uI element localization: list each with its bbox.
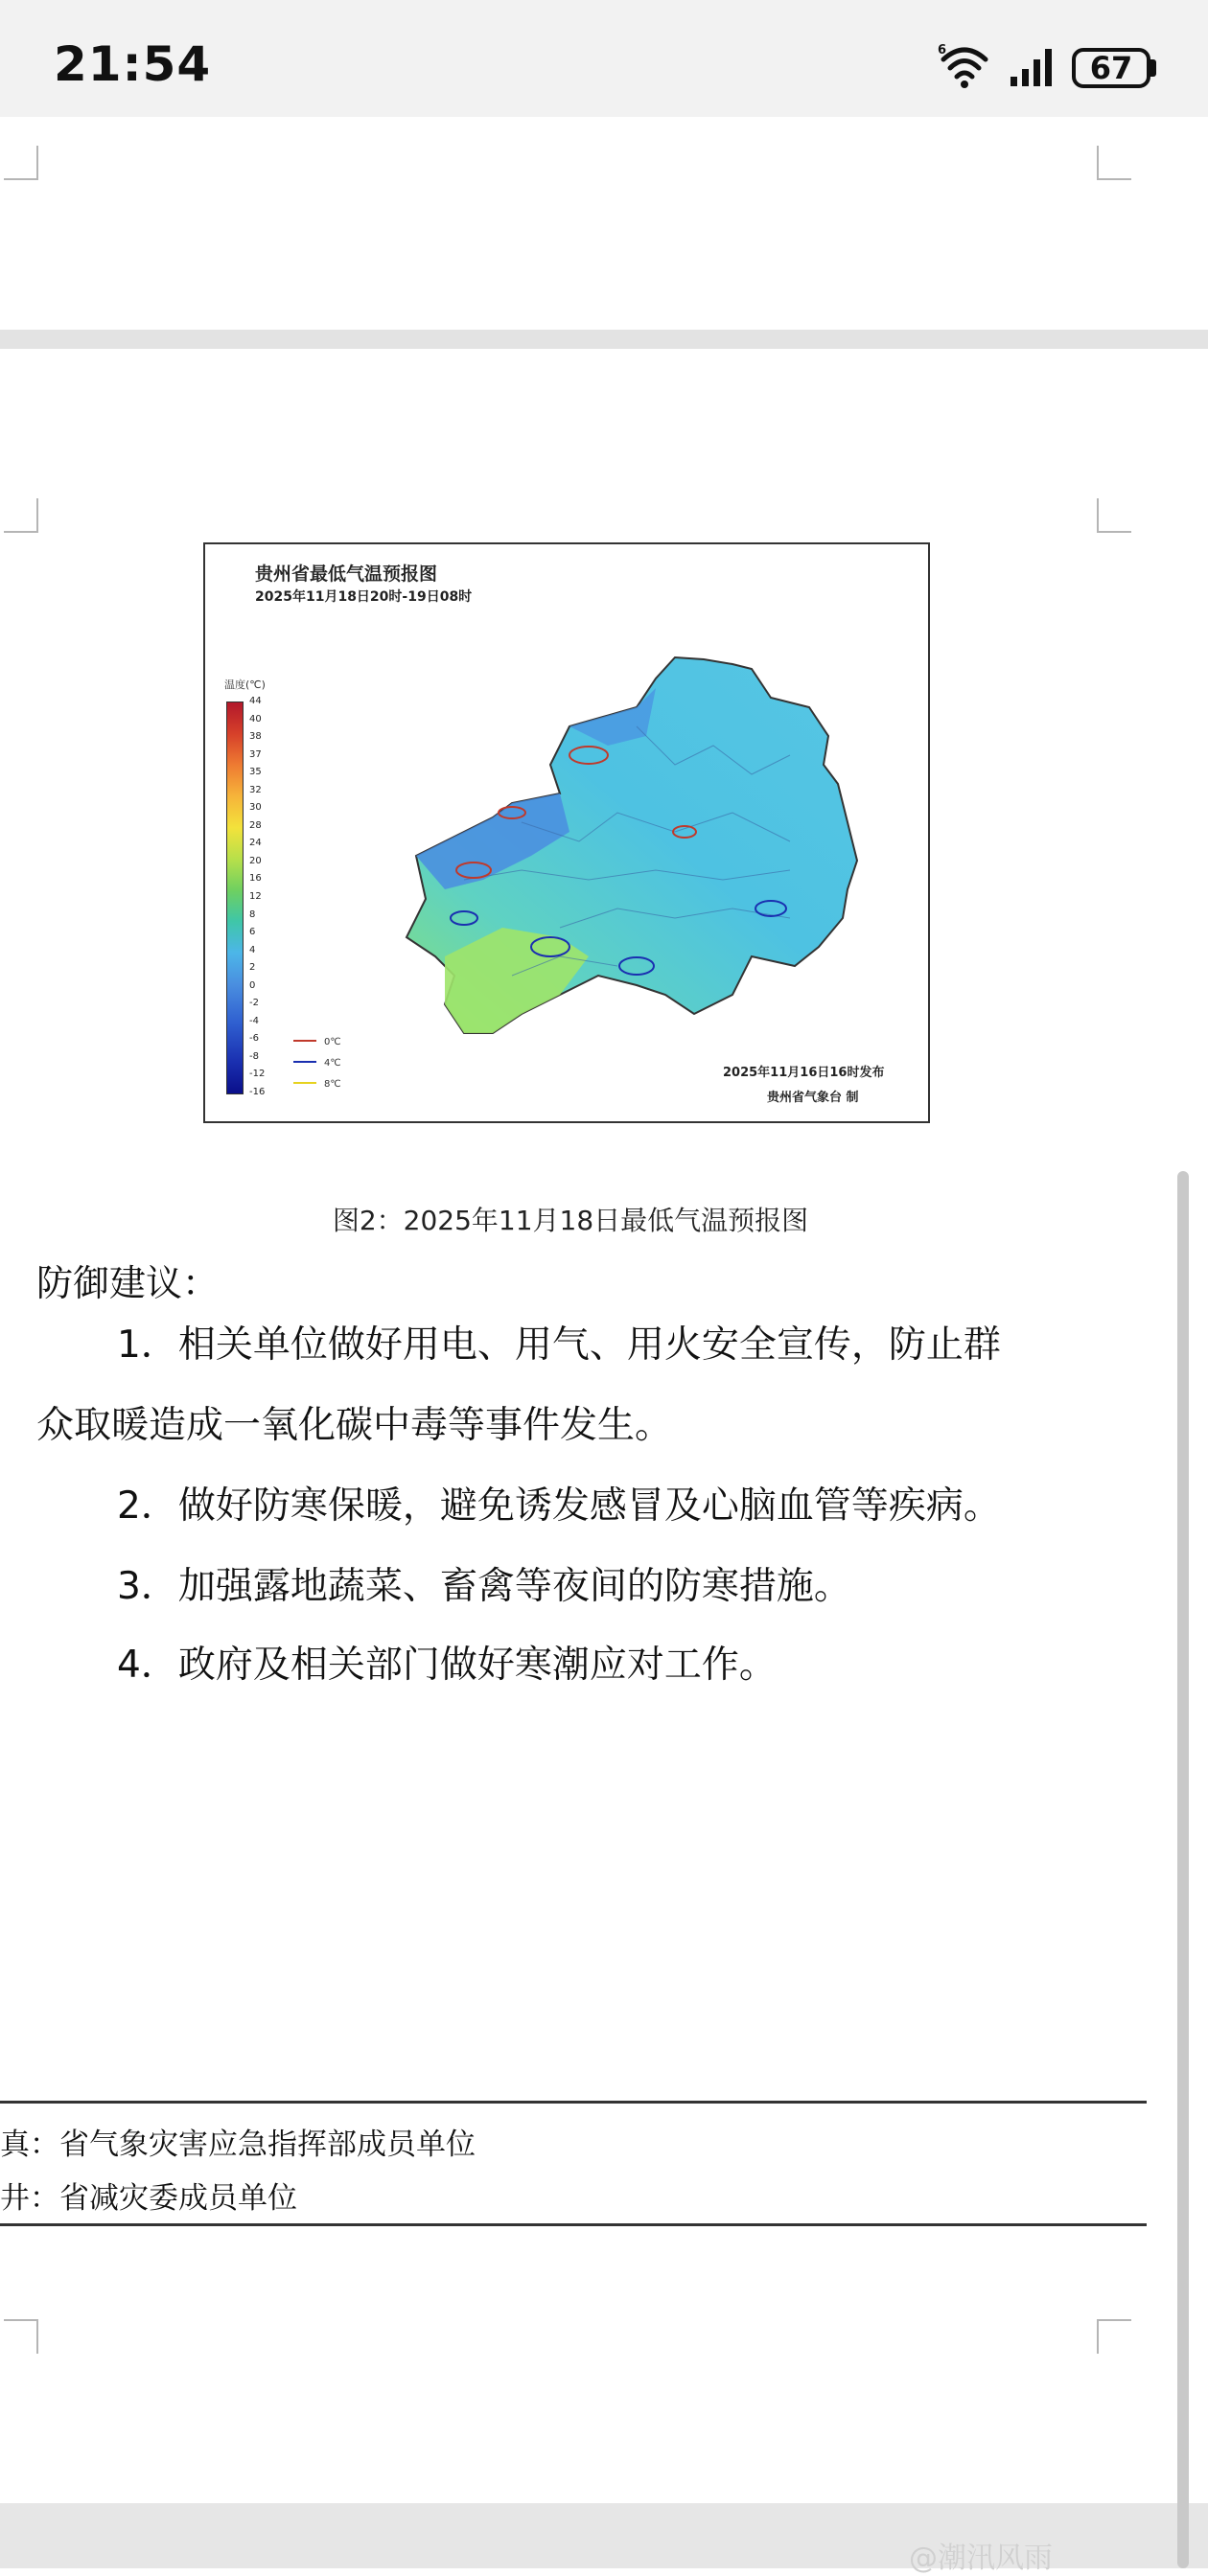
advice-heading: 防御建议： xyxy=(36,1262,220,1304)
colorbar-tick: 6 xyxy=(249,927,256,938)
distribution-line-1: 真：省气象灾害应急指挥部成员单位 xyxy=(0,2128,476,2162)
colorbar-tick: 28 xyxy=(249,819,262,831)
advice-item-1-cont: 众取暖造成一氧化碳中毒等事件发生。 xyxy=(36,1404,673,1447)
colorbar-tick: 16 xyxy=(249,873,262,885)
colorbar-tick: -12 xyxy=(249,1069,266,1080)
colorbar-tick: 0 xyxy=(249,979,256,991)
scrollbar[interactable] xyxy=(1177,1171,1189,2568)
isoline-label-8: 8℃ xyxy=(324,1079,341,1090)
colorbar-tick: 2 xyxy=(249,962,256,974)
map-title: 贵州省最低气温预报图 xyxy=(255,564,438,585)
colorbar-tick: 12 xyxy=(249,891,262,902)
crop-mark xyxy=(4,498,38,533)
crop-mark xyxy=(1097,146,1131,180)
page-separator xyxy=(0,330,1208,349)
crop-mark xyxy=(4,2319,38,2354)
colorbar-tick: 40 xyxy=(249,713,262,724)
battery-icon xyxy=(1072,48,1150,88)
advice-item-2: 2．做好防寒保暖，避免诱发感冒及心脑血管等疾病。 xyxy=(117,1484,1001,1528)
colorbar-tick: 37 xyxy=(249,748,262,760)
crop-mark xyxy=(1097,498,1131,533)
colorbar-tick: 4 xyxy=(249,944,256,955)
legend-title: 温度(℃) xyxy=(224,678,266,691)
clock: 21:54 xyxy=(54,36,212,92)
advice-item-1: 1．相关单位做好用电、用气、用火安全宣传，防止群 xyxy=(117,1323,1001,1367)
watermark: @潮汛风雨 xyxy=(909,2542,1053,2575)
isoline-label-0: 0℃ xyxy=(324,1037,341,1047)
colorbar-tick: -8 xyxy=(249,1050,259,1062)
colorbar-tick: 20 xyxy=(249,855,262,866)
crop-mark xyxy=(4,146,38,180)
guizhou-map xyxy=(272,592,924,1119)
colorbar-tick: 32 xyxy=(249,784,262,795)
colorbar-tick: -4 xyxy=(249,1015,259,1026)
temperature-colorbar xyxy=(226,702,244,1094)
crop-mark xyxy=(1097,2319,1131,2354)
temperature-forecast-map xyxy=(203,542,930,1123)
wifi-icon xyxy=(938,42,991,90)
advice-item-3: 3．加强露地蔬菜、畜禽等夜间的防寒措施。 xyxy=(117,1565,851,1608)
battery-tip xyxy=(1150,59,1156,77)
colorbar-tick: 24 xyxy=(249,838,262,849)
advice-item-4: 4．政府及相关部门做好寒潮应对工作。 xyxy=(117,1644,777,1687)
colorbar-tick: -2 xyxy=(249,998,259,1009)
isoline-label-4: 4℃ xyxy=(324,1058,341,1069)
isoline-legend xyxy=(291,1033,368,1100)
map-subtitle: 2025年11月18日20时-19日08时 xyxy=(255,589,473,605)
colorbar-tick: 8 xyxy=(249,908,256,920)
colorbar-tick: -6 xyxy=(249,1033,259,1045)
svg-text:6: 6 xyxy=(938,43,947,58)
colorbar-tick: -16 xyxy=(249,1087,266,1097)
issuer: 贵州省气象台 制 xyxy=(767,1091,859,1105)
divider xyxy=(0,2223,1147,2226)
issue-time: 2025年11月16日16时发布 xyxy=(723,1066,885,1080)
distribution-line-2: 井：省减灾委成员单位 xyxy=(0,2181,297,2216)
colorbar-tick: 35 xyxy=(249,767,262,778)
divider xyxy=(0,2101,1147,2104)
colorbar-tick: 30 xyxy=(249,802,262,814)
signal-icon xyxy=(1009,46,1057,88)
battery-level: 67 xyxy=(1089,50,1133,86)
colorbar-tick: 38 xyxy=(249,731,262,743)
colorbar-tick: 44 xyxy=(249,696,262,706)
figure-caption: 图2：2025年11月18日最低气温预报图 xyxy=(332,1205,809,1236)
